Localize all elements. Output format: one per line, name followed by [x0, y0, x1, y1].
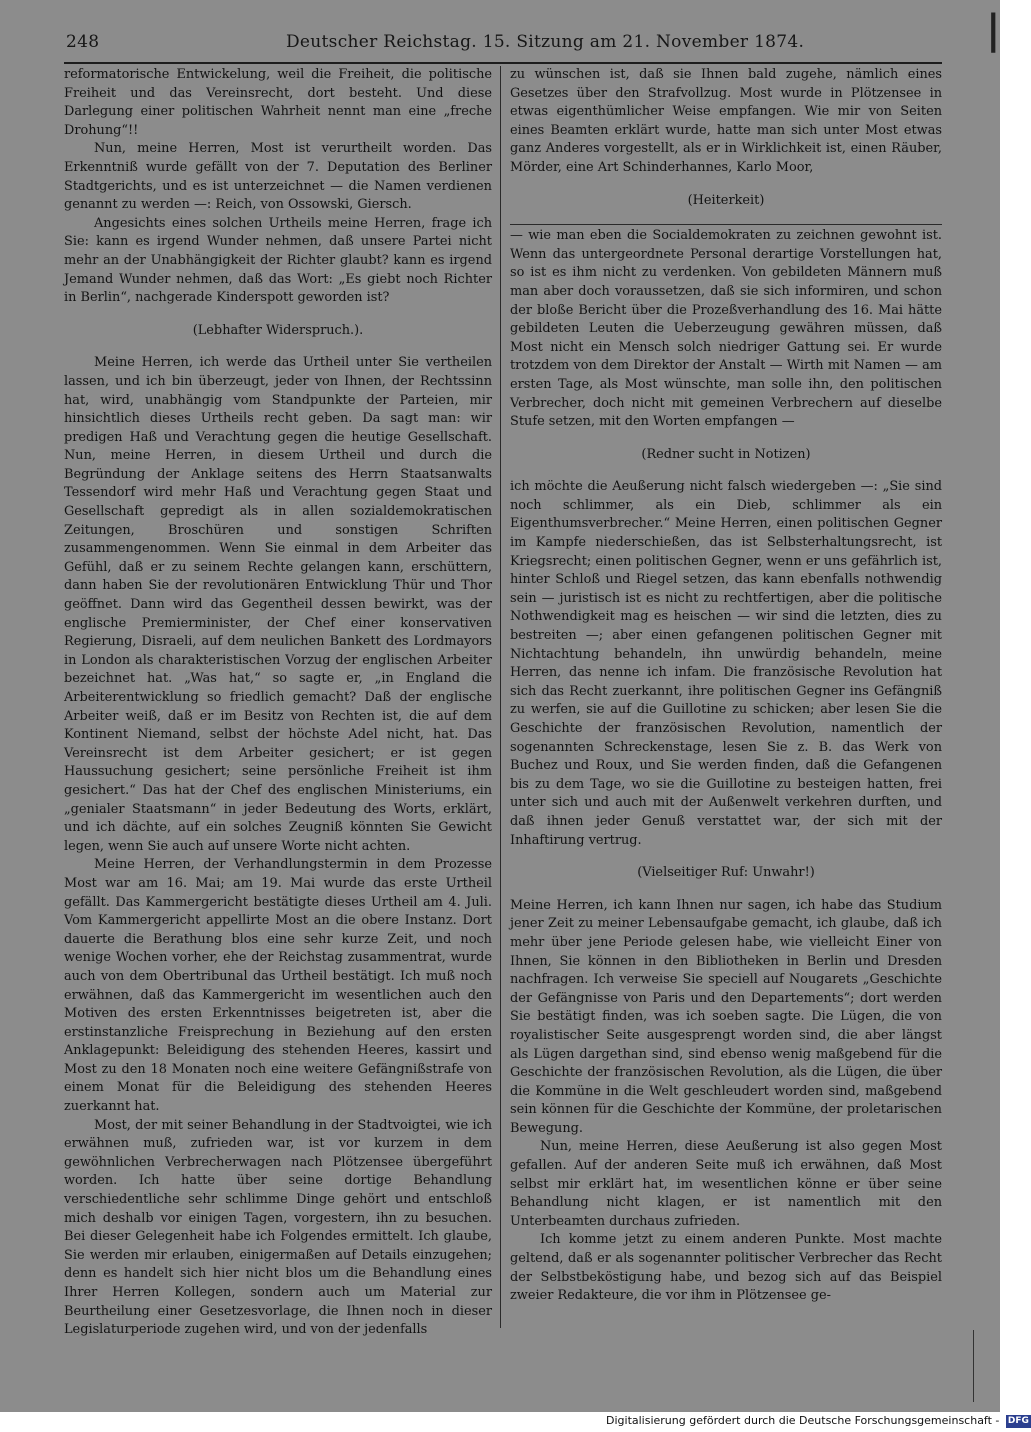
digitization-credit — [606, 1414, 1029, 1432]
stage-direction: (Redner sucht in Notizen) — [641, 446, 811, 462]
right-column — [510, 66, 942, 1306]
stage-direction: (Lebhafter Widerspruch.). — [192, 322, 364, 338]
paragraph: — wie man eben die Socialdemokraten zu zeichnen gewohnt ist. Wenn das untergeordnete Personal derartige Vorstellungen hat, so ist es ihm nicht zu verdenken. Von gebildeten Männern muß man aber doch voraussetzen, daß sie sich informiren, und schon der bloße Bericht über die Prozeßverhandlung des 16. Mai hätte gebildeten Leuten die Ueberzeugung gewähren müssen, daß Most nicht ein Mensch solch niedriger Gattung sei. Er wurde trotzdem von dem Direktor der Anstalt — Wirth mit Namen — am ersten Tage, als Most wünschte, man solle ihn, den politischen Verbrecher, doch nicht mit gemeinen Verbrechern auf dieselbe Stufe setzen, mit den Worten empfangen — — [510, 228, 942, 430]
paragraph: Nun, meine Herren, diese Aeußerung ist also gegen Most gefallen. Auf der anderen Seite muß ich erwähnen, daß Most selbst mir erklärt hat, im wesentlichen könne er über seine Behandlung nicht klagen, er ist namentlich mit den Unterbeamten durchaus zufrieden. — [510, 1139, 942, 1229]
paragraph: zu wünschen ist, daß sie Ihnen bald zugehe, nämlich eines Gesetzes über den Strafvollzug. Most wurde in Plötzensee in etwas eigenthümlicher Weise empfangen. Wie mir von Seiten eines Beamten erklärt wurde, hatte man sich unter Most etwas ganz Anderes vorgestellt, als er in Wirklichkeit ist, einen Räuber, Mörder, eine Art Schinderhannes, Karlo Moor, — [510, 67, 942, 175]
scan-artifact-line — [973, 1330, 974, 1402]
dfg-logo: DFG — [1007, 1415, 1029, 1426]
margin-mark: | — [986, 6, 1001, 53]
paragraph: Most, der mit seiner Behandlung in der Stadtvoigtei, wie ich erwähnen muß, zufrieden war, ist vor kurzem in dem gewöhnlichen Verbrecherwagen nach Plötzensee übergeführt worden. Ich hatte über seine dortige Behandlung verschiedentliche sehr schlimme Dinge gehört und entschloß mich deshalb vor einigen Tagen, vorgestern, ihn zu besuchen. Bei dieser Gelegenheit habe ich Folgendes ermittelt. Ich glaube, Sie werden mir erlauben, einigermaßen auf Details einzugehen; denn es handelt sich hier nicht blos um die Behandlung eines Ihrer Herren Kollegen, sondern auch um Material zur Beurtheilung einer Gesetzesvorlage, die Ihnen noch in dieser Legislaturperiode zugehen wird, und von der jedenfalls — [64, 1117, 492, 1338]
running-title: Deutscher Reichstag. 15. Sitzung am 21. November 1874. — [286, 32, 805, 52]
header-rule — [64, 62, 942, 64]
page-header — [66, 30, 986, 58]
stage-direction: (Heiterkeit) — [687, 192, 765, 208]
page-number: 248 — [66, 32, 100, 52]
stage-direction: (Vielseitiger Ruf: Unwahr!) — [637, 865, 815, 881]
credit-text: Digitalisierung gefördert durch die Deutsche Forschungsgemeinschaft - — [606, 1414, 1000, 1427]
paragraph: reformatorische Entwickelung, weil die Freiheit, die politische Freiheit und das Vereinsrecht, dort besteht. Und diese Darlegung einer politischen Wahrheit nennt man eine „freche Drohung“!! — [64, 67, 492, 138]
paragraph: Nun, meine Herren, Most ist verurtheilt worden. Das Erkenntniß wurde gefällt von der 7. Deputation des Berliner Stadtgerichts, und es ist unterzeichnet — die Namen verdienen genannt zu werden —: Reich, von Ossowski, Giersch. — [64, 141, 492, 213]
column-divider — [500, 66, 501, 1328]
paragraph: Meine Herren, der Verhandlungstermin in dem Prozesse Most war am 16. Mai; am 19. Mai wurde das erste Urtheil gefällt. Das Kammergericht bestätigte dieses Urtheil am 4. Juli. Vom Kammergericht appellirte Most an die obere Instanz. Dort dauerte die Berathung blos eine sehr kurze Zeit, und noch wenige Wochen vorher, ehe der Reichstag zusammentrat, wurde auch von dem Obertribunal das Urtheil bestätigt. Ich muß noch erwähnen, daß das Kammergericht im wesentlichen auch den Motiven des ersten Erkenntnisses beigetreten ist, aber die erstinstanzliche Freisprechung in Beziehung auf den ersten Anklagepunkt: Beleidigung des stehenden Heeres, kassirt und Most zu den 18 Monaten noch eine weitere Gefängnißstrafe von einem Monat für die Beleidigung des stehenden Heeres zuerkannt hat. — [64, 857, 492, 1115]
paragraph: ich möchte die Aeußerung nicht falsch wiedergeben —: „Sie sind noch schlimmer, als ein Dieb, schlimmer als ein Eigenthumsverbrecher.“ Meine Herren, einen politischen Gegner im Kampfe niederschießen, das ist Selbsterhaltungsrecht, ist Kriegsrecht; einen politischen Gegner, wenn er uns gefährlich ist, hinter Schloß und Riegel setzen, das kann ebenfalls nothwendig sein — juristisch ist es nicht zu rechtfertigen, aber die politische Nothwendigkeit mag es heischen — wir sind die letzten, dies zu bestreiten —; aber einen gefangenen politischen Gegner mit Nichtachtung behandeln, ihn unwürdig behandeln, meine Herren, das nenne ich infam. Die französische Revolution hat sich das Recht zuerkannt, ihre politischen Gegner ins Gefängniß zu werfen, sie auf die Guillotine zu schicken; aber lesen Sie die Geschichte der französischen Revolution, namentlich der sogenannten Schreckenstage, lesen Sie z. B. das Werk von Buchez und Roux, und Sie werden finden, daß die Gefangenen bis zu dem Tage, wo sie die Guillotine zu besteigen hatten, frei unter sich und auch mit der Außenwelt verkehren durften, und daß ihnen jeder Genuß verstattet war, der sich mit der Inhaftirung vertrug. — [510, 479, 942, 848]
left-column — [64, 66, 492, 1340]
paragraph: Angesichts eines solchen Urtheils meine Herren, frage ich Sie: kann es irgend Wunder nehmen, daß unsere Partei nicht mehr an der Unabhängigkeit der Richter glaubt? kann es irgend Jemand Wunder nehmen, daß das Wort: „Es giebt noch Richter in Berlin“, nachgerade Kinderspott geworden ist? — [64, 215, 492, 306]
paragraph: Meine Herren, ich werde das Urtheil unter Sie vertheilen lassen, und ich bin überzeugt, jeder von Ihnen, der Rechtssinn hat, wird, unabhängig vom Standpunkte der Parteien, mir hinsichtlich dieses Urtheils recht geben. Da sagt man: wir predigen Haß und Verachtung gegen die heutige Gesellschaft. Nun, meine Herren, in diesem Urtheil und durch die Begründung der Anklage seitens des Herrn Staatsanwalts Tessendorf wird mehr Haß und Verachtung gegen Staat und Gesellschaft gepredigt als in allen sozialdemokratischen Zeitungen, Broschüren und sonstigen Schriften zusammengenommen. Wenn Sie einmal in dem Arbeiter das Gefühl, daß er zu seinem Rechte gelangen kann, erschüttern, dann haben Sie der revolutionären Entwicklung Thür und Thor geöffnet. Dann wird das Gegentheil dessen bewirkt, was der englische Premierminister, der Chef einer konservativen Regierung, Disraeli, auf dem neulichen Bankett des Lordmayors in London als charakteristischen Vorzug der englischen Arbeiter bezeichnet hat. „Was hat,“ so sagte er, „in England die Arbeiterentwicklung so friedlich gemacht? Daß der englische Arbeiter weiß, daß er im Besitz von Rechten ist, die auf dem Kontinent Niemand, selbst der höchste Adel nicht, hat. Das Vereinsrecht ist dem Arbeiter gesichert; er ist gegen Haussuchung gesichert; seine persönliche Freiheit ist ihm gesichert.“ Das hat der Chef des englischen Ministeriums, ein „genialer Staatsmann“ in jeder Bedeutung des Worts, erklärt, und ich dächte, auf ein solches Zeugniß könnten Sie Gewicht legen, wenn Sie auch auf unsere Worte nicht achten. — [64, 355, 492, 854]
section-rule — [510, 224, 942, 225]
paragraph: Ich komme jetzt zu einem anderen Punkte. Most machte geltend, daß er als sogenannter politischer Verbrecher das Recht der Selbstbeköstigung habe, und bezog sich auf das Beispiel zweier Redakteure, die vor ihm in Plötzensee ge- — [510, 1232, 942, 1304]
paragraph: Meine Herren, ich kann Ihnen nur sagen, ich habe das Studium jener Zeit zu meiner Lebensaufgabe gemacht, ich glaube, daß ich mehr über jene Periode gelesen habe, wie vielleicht Einer von Ihnen, Sie können in den Bibliotheken in Berlin und Dresden nachfragen. Ich verweise Sie speciell auf Nougarets „Geschichte der Gefängnisse von Paris und den Departements“; dort werden Sie bestätigt finden, was ich soeben sagte. Die Lügen, die von royalistischer Seite ausgesprengt worden sind, die aber längst als Lügen dargethan sind, sind ebenso wenig maßgebend für die Geschichte der französischen Revolution, als die Lügen, die über die Kommüne in die Welt geschleudert worden sind, maßgebend sein können für die Geschichte der Kommüne, der proletarischen Bewegung. — [510, 897, 942, 1136]
